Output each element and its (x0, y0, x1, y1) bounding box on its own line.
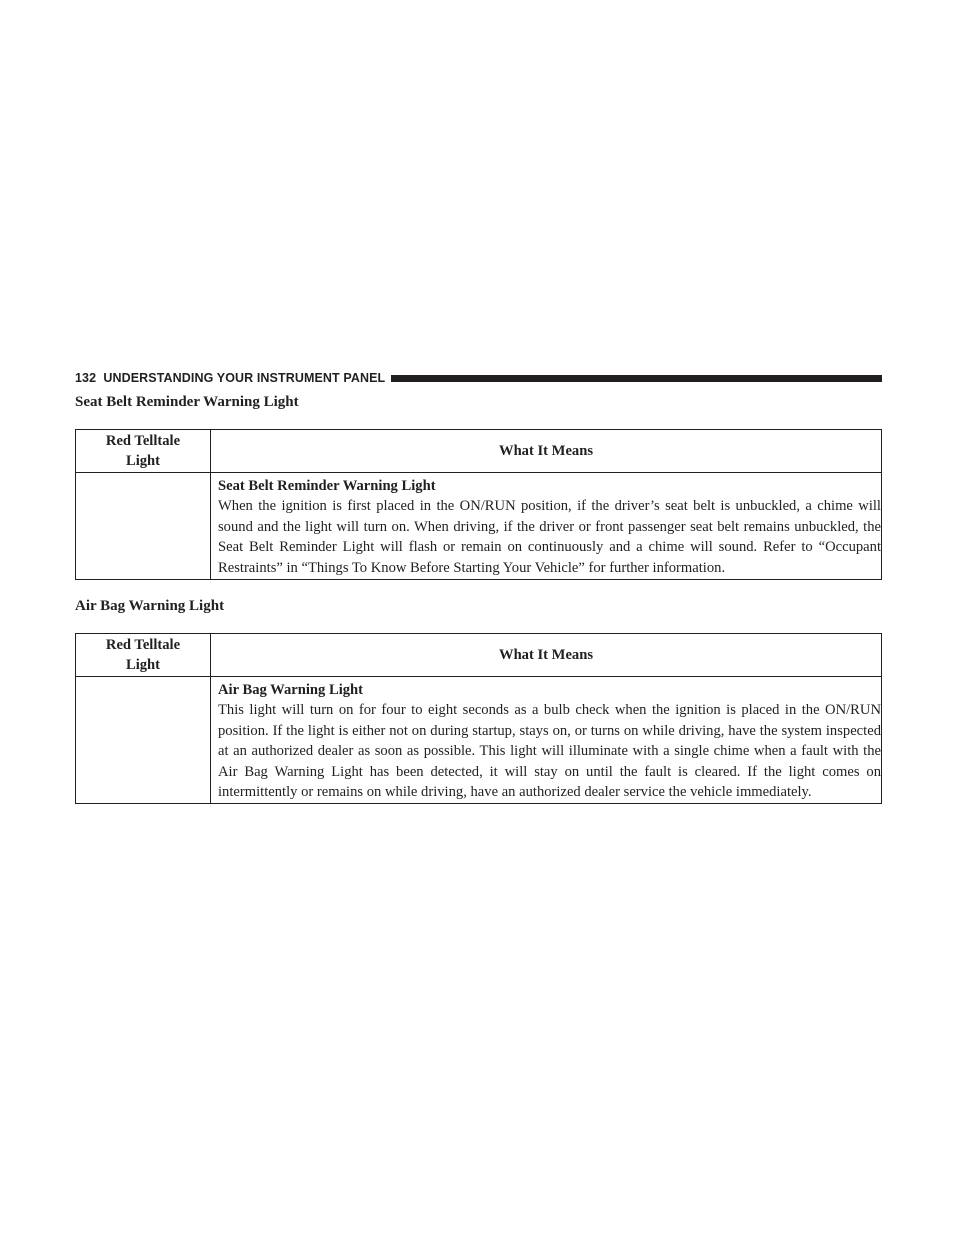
page-header-text (75, 369, 385, 387)
table-header-row (76, 634, 882, 677)
table-header-row (76, 430, 882, 473)
entry-body: When the ignition is first placed in the ON/RUN position, if the driver’s seat belt is unbuckled, a chime will sound and the light will turn on. When driving, if the driver or front passenger seat belt remains unbuckled, the Seat Belt Reminder Light will flash or remain on continuously and a chime will sound. Refer to “Occupant Restraints” in “Things To Know Before Starting Your Vehicle” for further information. (218, 498, 881, 576)
col-header-telltale: Red Telltale Light (76, 430, 211, 473)
air-bag-table (75, 633, 882, 804)
entry-body: This light will turn on for four to eight seconds as a bulb check when the ignition is placed in the ON/RUN position. If the light is either not on during startup, stays on, or turns on while driving, have the system inspected at an authorized dealer as soon as possible. This light will illuminate with a single chime when a fault with the Air Bag Warning Light has been detected, it will stay on until the fault is cleared. If the light comes on intermittently or remains on while driving, have an authorized dealer service the vehicle immediately. (218, 702, 881, 801)
entry-title: Air Bag Warning Light (218, 682, 364, 698)
section-title-air-bag: Air Bag Warning Light (75, 598, 225, 614)
col-header-telltale: Red Telltale Light (76, 634, 211, 677)
col-header-meaning: What It Means (211, 430, 882, 473)
entry-title: Seat Belt Reminder Warning Light (218, 478, 436, 494)
header-rule (391, 375, 882, 382)
description-cell (211, 677, 882, 804)
chapter-title: UNDERSTANDING YOUR INSTRUMENT PANEL (103, 371, 386, 385)
description-cell (211, 473, 882, 580)
telltale-icon-cell (76, 473, 211, 580)
table-row (76, 473, 882, 580)
section-title-seat-belt: Seat Belt Reminder Warning Light (75, 394, 299, 410)
seat-belt-table (75, 429, 882, 580)
page-number: 132 (75, 371, 97, 385)
col-header-meaning: What It Means (211, 634, 882, 677)
table-row (76, 677, 882, 804)
page-header (75, 369, 882, 387)
telltale-icon-cell (76, 677, 211, 804)
